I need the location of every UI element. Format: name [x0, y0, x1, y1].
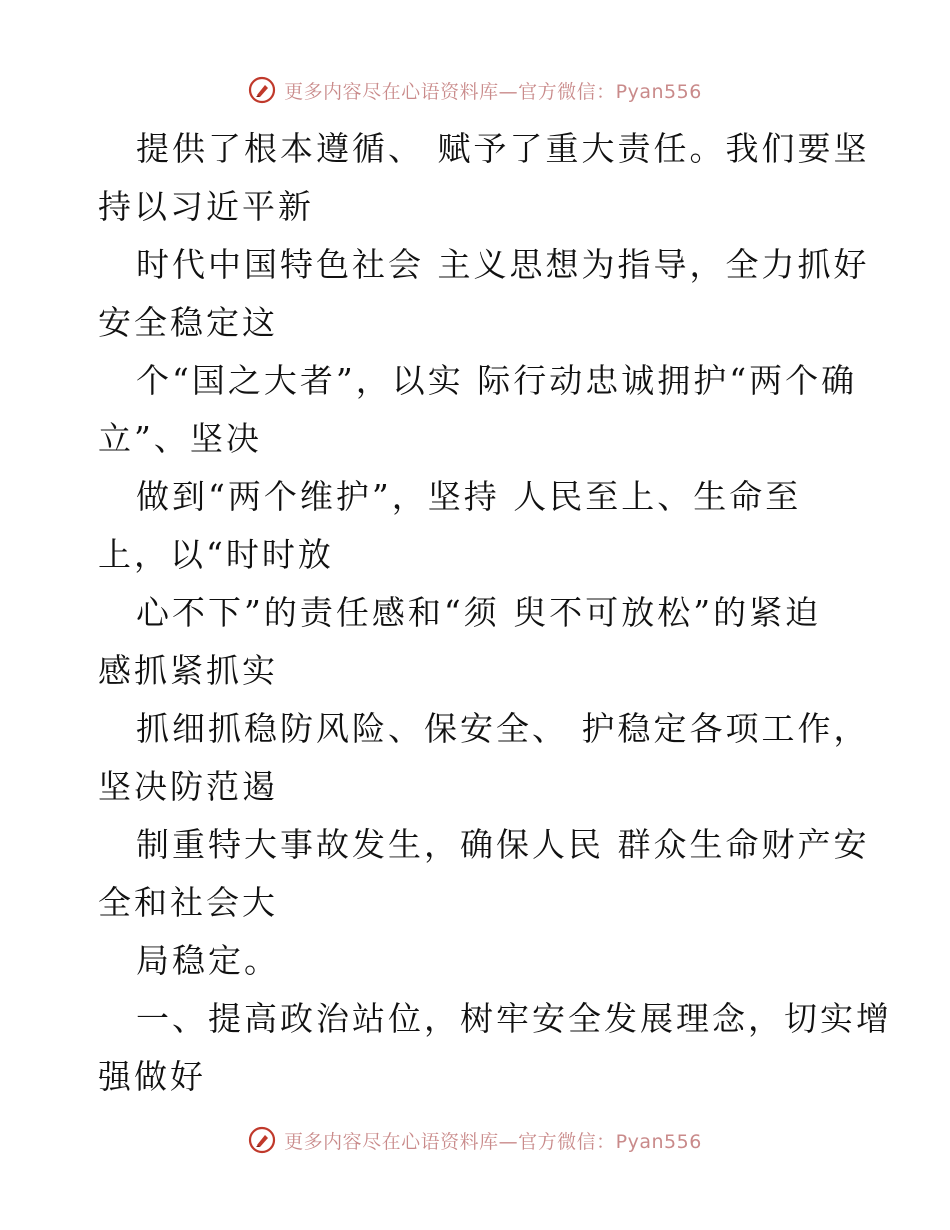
footer-watermark — [0, 1120, 950, 1160]
text-line: 时代中国特色社会 主义思想为指导，全力抓好 — [136, 245, 870, 284]
pen-nib-logo-icon — [248, 1126, 276, 1154]
text-line: 提供了根本遵循、 赋予了重大责任。我们要坚 — [136, 129, 870, 168]
section-heading-line: 强做好 — [98, 1057, 206, 1096]
text-line: 立”、坚决 — [98, 419, 262, 458]
text-line: 感抓紧抓实 — [98, 651, 278, 690]
text-line: 做到“两个维护”，坚持 人民至上、生命至 — [136, 477, 802, 516]
text-line: 个“国之大者”，以实 际行动忠诚拥护“两个确 — [136, 361, 858, 400]
text-line: 持以习近平新 — [98, 187, 314, 226]
text-line: 局稳定。 — [136, 941, 280, 980]
text-line: 坚决防范遏 — [98, 767, 278, 806]
watermark-text: 更多内容尽在心语资料库—官方微信：Pyan556 — [284, 1130, 702, 1153]
text-line: 安全稳定这 — [98, 303, 278, 342]
text-line: 全和社会大 — [98, 883, 278, 922]
section-heading-line: 一、提高政治站位，树牢安全发展理念，切实增 — [136, 999, 892, 1038]
header-watermark — [0, 70, 950, 110]
pen-nib-logo-icon — [248, 76, 276, 104]
text-line: 抓细抓稳防风险、保安全、 护稳定各项工作， — [136, 709, 870, 748]
document-body — [98, 120, 892, 1106]
watermark-text: 更多内容尽在心语资料库—官方微信：Pyan556 — [284, 80, 702, 103]
text-line: 心不下”的责任感和“须 臾不可放松”的紧迫 — [136, 593, 822, 632]
text-line: 上，以“时时放 — [98, 535, 334, 574]
text-line: 制重特大事故发生，确保人民 群众生命财产安 — [136, 825, 870, 864]
